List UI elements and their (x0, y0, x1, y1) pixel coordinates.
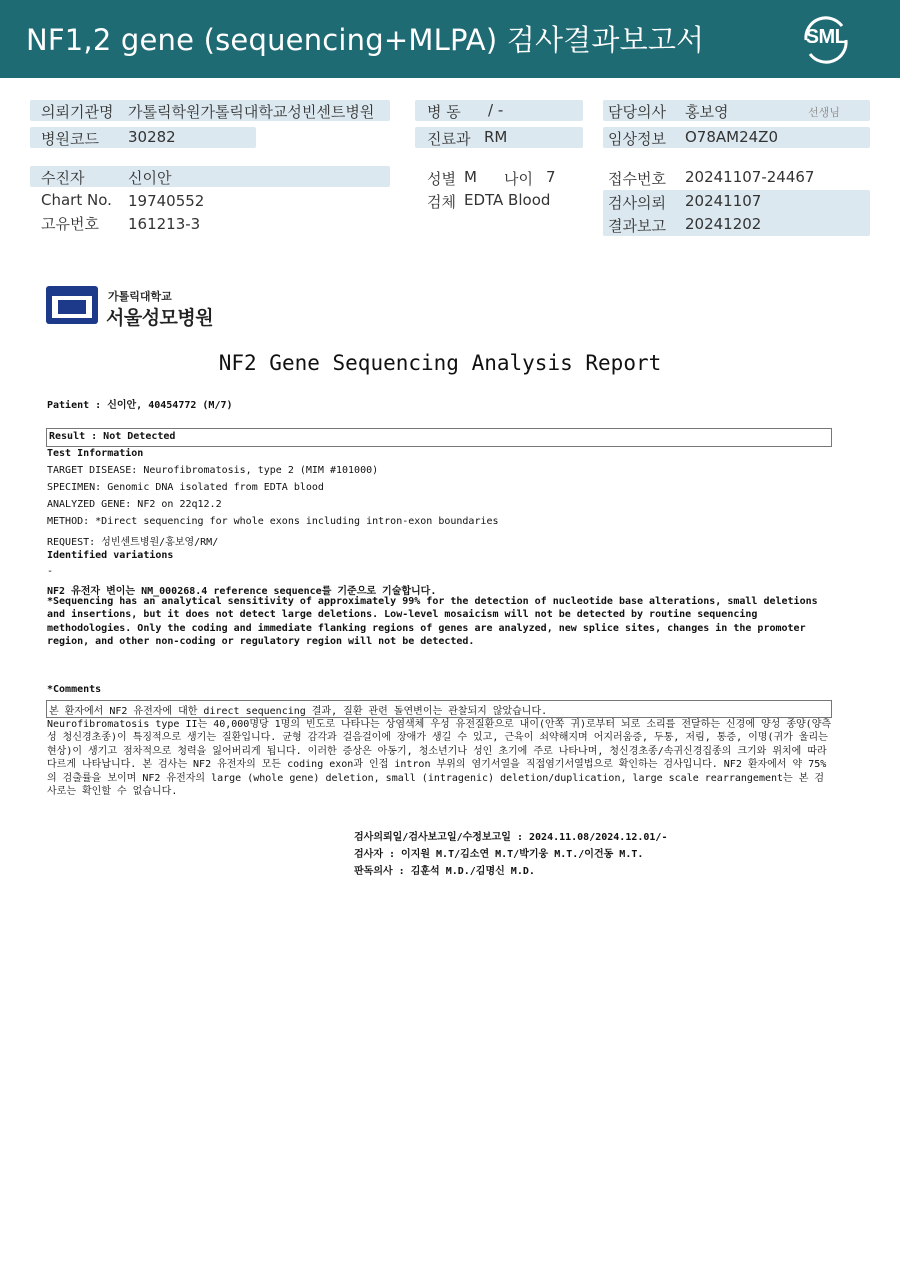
hospital-name: 서울성모병원 (106, 307, 214, 329)
result-value: 20241202 (685, 215, 762, 233)
specimen-value: EDTA Blood (464, 191, 551, 209)
hospital-subtitle: 가톨릭대학교 (108, 290, 172, 303)
code-label: 병원코드 (41, 130, 99, 148)
comment-boxed-text: 본 환자에서 NF2 유전자에 대한 direct sequencing 결과, 질환 관련 돌연변이는 관찰되지 않았습니다. (49, 706, 548, 717)
report-title: NF2 Gene Sequencing Analysis Report (218, 351, 662, 375)
id-value: 161213-3 (128, 215, 201, 233)
result-label: 결과보고 (608, 217, 666, 235)
id-label: 고유번호 (41, 215, 99, 233)
sex-value: M (464, 168, 477, 186)
request-label: 검사의뢰 (608, 194, 666, 212)
age-label: 나이 (504, 170, 533, 188)
method-line: METHOD: *Direct sequencing for whole exons including intron-exon boundaries (47, 516, 499, 527)
institution-value: 가톨릭학원가톨릭대학교성빈센트병원 (128, 103, 375, 121)
doctor-suffix: 선생님 (808, 106, 840, 119)
reference-line: NF2 유전자 변이는 NM_000268.4 reference sequence를 기준으로 기술합니다. (47, 586, 437, 597)
test-info-heading: Test Information (47, 448, 144, 459)
reviewer-line: 판독의사 : 김훈석 M.D./김명신 M.D. (354, 866, 535, 877)
sml-logo-text: SML (805, 26, 847, 48)
receipt-label: 접수번호 (608, 170, 666, 188)
specimen-line: SPECIMEN: Genomic DNA isolated from EDTA blood (47, 482, 324, 493)
clinical-label: 임상정보 (608, 130, 666, 148)
chart-label: Chart No. (41, 191, 112, 209)
analyzed-gene: ANALYZED GENE: NF2 on 22q12.2 (47, 499, 222, 510)
doctor-label: 담당의사 (608, 103, 666, 121)
patient-line: Patient : 신이안, 40454772 (M/7) (47, 400, 233, 411)
chart-value: 19740552 (128, 192, 205, 210)
hospital-emblem-icon (46, 286, 98, 324)
institution-label: 의뢰기관명 (41, 103, 114, 121)
specimen-label: 검체 (427, 193, 456, 211)
dates-line: 검사의뢰일/검사보고일/수정보고일 : 2024.11.08/2024.12.01/- (354, 832, 668, 843)
dept-value: RM (484, 128, 508, 146)
request-value: 20241107 (685, 192, 762, 210)
doctor-value: 홍보영 (685, 103, 729, 121)
result-line: Result : Not Detected (49, 431, 176, 442)
report-header (0, 0, 900, 78)
age-value: 7 (546, 168, 556, 186)
sex-label: 성별 (427, 170, 456, 188)
ward-value: / - (488, 101, 504, 119)
dept-label: 진료과 (427, 130, 471, 148)
identified-value: - (47, 566, 54, 577)
request-line: REQUEST: 성빈센트병원/홍보영/RM/ (47, 537, 219, 548)
testers-line: 검사자 : 이지원 M.T/김소연 M.T/박기웅 M.T./이건동 M.T. (354, 849, 644, 860)
patient-value: 신이안 (128, 169, 172, 187)
ward-label: 병 동 (427, 103, 461, 121)
sequencing-note: *Sequencing has an analytical sensitivity of approximately 99% for the detection of nucleotide base alterations, small deletions and insertions, but it does not detect large deletions. Low-level mosaicism will not be detected by routine sequencing methodologies. Only the coding and immediate flanking regions of genes are analyzed, new splice sites, changes in the promoter region, and other non-coding or regulatory region will not be detected. (47, 596, 818, 648)
patient-label: 수진자 (41, 169, 85, 187)
identified-heading: Identified variations (47, 550, 174, 561)
clinical-value: O78AM24Z0 (685, 128, 779, 146)
receipt-value: 20241107-24467 (685, 168, 815, 186)
sml-logo (798, 12, 854, 68)
report-header-title: NF1,2 gene (sequencing+MLPA) 검사결과보고서 (26, 23, 705, 57)
code-value: 30282 (128, 128, 176, 146)
comments-heading: *Comments (47, 684, 102, 695)
target-disease: TARGET DISEASE: Neurofibromatosis, type 2 (MIM #101000) (47, 465, 379, 476)
comment-body: Neurofibromatosis type II는 40,000명당 1명의 빈도로 나타나는 상염색체 우성 유전질환으로 내이(안쪽 귀)로부터 뇌로 소리를 전달하는 신경에 양성 종양(양측성 청신경초종)이 특징적으로 생기는 질환입니다. 균형 감각과 걸음걸이에 장애가 생길 수 있고, 근육이 쇠약해지며 어지러움증, 두통, 저림, 통증, 이명(귀가 울리는 현상)이 생기고 점차적으로 청력을 잃어버리게 됩니다. 이러한 증상은 아동기, 청소년기나 성인 초기에 주로 나타나며, 청신경초종/속귀신경집종의 크기와 위치에 따라 다르게 나타납니다. 본 검사는 NF2 유전자의 모든 coding exon과 인접 intron 부위의 염기서열을 직접염기서열법으로 확인하는 검사입니다. NF2 환자에서 약 75%의 검출률을 보이며 NF2 유전자의 large (whole gene) deletion, small (intragenic) deletion/duplication, large scale rearrangement는 본 검사로는 확인할 수 없습니다. (47, 719, 832, 798)
